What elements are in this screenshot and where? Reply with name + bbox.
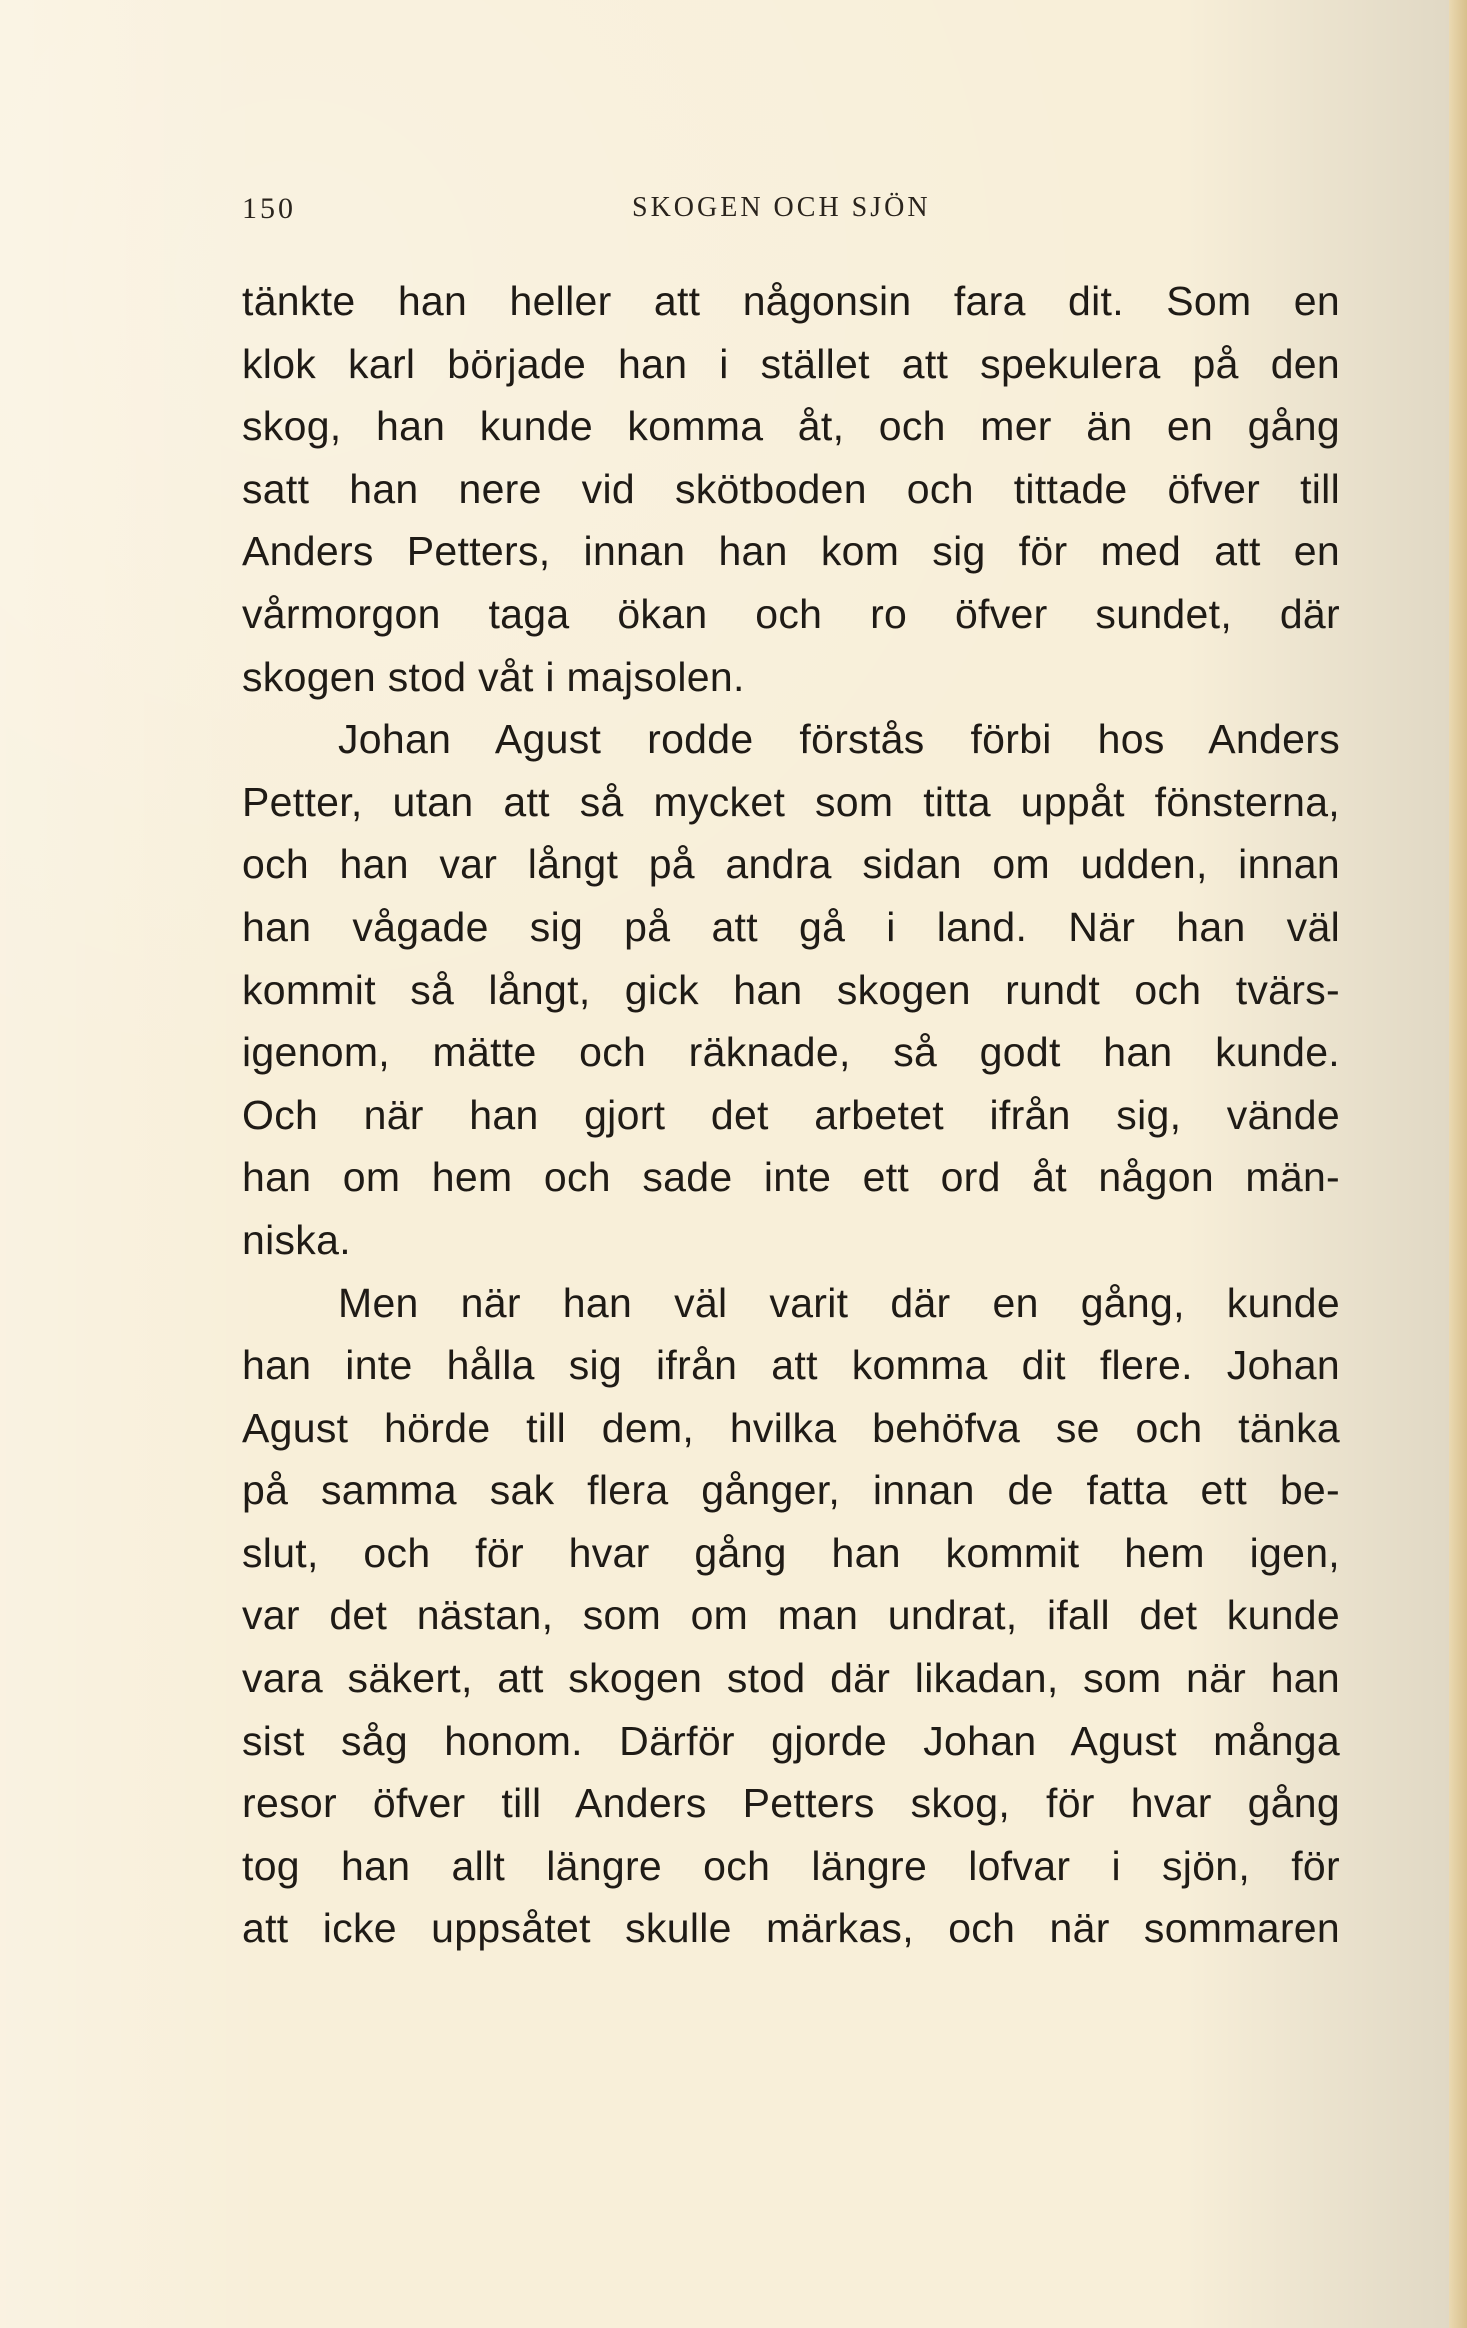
text-line: han inte hålla sig ifrån att komma dit flere. Johan bbox=[242, 1342, 1340, 1389]
text-line: niska. bbox=[242, 1216, 351, 1263]
text-line: sist såg honom. Därför gjorde Johan Agust många bbox=[242, 1717, 1340, 1764]
page-number: 150 bbox=[242, 192, 296, 225]
text-line: att icke uppsåtet skulle märkas, och när sommaren bbox=[242, 1905, 1340, 1952]
text-line: vårmorgon taga ökan och ro öfver sundet, där bbox=[242, 590, 1340, 637]
text-line: Johan Agust rodde förstås förbi hos Anders bbox=[338, 716, 1340, 763]
text-line: var det nästan, som om man undrat, ifall det kunde bbox=[242, 1592, 1340, 1639]
text-line: skog, han kunde komma åt, och mer än en gång bbox=[242, 403, 1340, 450]
text-line: han om hem och sade inte ett ord åt någon män- bbox=[242, 1154, 1340, 1201]
page-edge bbox=[1449, 0, 1467, 2328]
text-line: resor öfver till Anders Petters skog, för hvar gång bbox=[242, 1780, 1340, 1827]
page-header bbox=[242, 192, 1340, 234]
text-line: vara säkert, att skogen stod där likadan, som när han bbox=[242, 1655, 1340, 1702]
body-text bbox=[242, 270, 1340, 1960]
text-line: klok karl började han i stället att spekulera på den bbox=[242, 340, 1340, 387]
text-line: igenom, mätte och räknade, så godt han kunde. bbox=[242, 1029, 1340, 1076]
text-line: kommit så långt, gick han skogen rundt och tvärs- bbox=[242, 966, 1340, 1013]
text-line: han vågade sig på att gå i land. När han väl bbox=[242, 903, 1340, 950]
text-line: Anders Petters, innan han kom sig för med att en bbox=[242, 528, 1340, 575]
text-line: tog han allt längre och längre lofvar i sjön, för bbox=[242, 1842, 1340, 1889]
text-line: Och när han gjort det arbetet ifrån sig, vände bbox=[242, 1091, 1340, 1138]
text-line: slut, och för hvar gång han kommit hem igen, bbox=[242, 1529, 1340, 1576]
text-line: och han var långt på andra sidan om udden, innan bbox=[242, 841, 1340, 888]
running-title: SKOGEN OCH SJÖN bbox=[632, 192, 931, 223]
text-line: satt han nere vid skötboden och tittade öfver till bbox=[242, 465, 1340, 512]
text-line: på samma sak flera gånger, innan de fatta ett be- bbox=[242, 1467, 1340, 1514]
text-line: Petter, utan att så mycket som titta uppåt fönsterna, bbox=[242, 778, 1340, 825]
text-line: tänkte han heller att någonsin fara dit. Som en bbox=[242, 278, 1340, 324]
text-line: skogen stod våt i majsolen. bbox=[242, 653, 745, 700]
text-line: Men när han väl varit där en gång, kunde bbox=[338, 1279, 1340, 1326]
text-line: Agust hörde till dem, hvilka behöfva se och tänka bbox=[242, 1404, 1340, 1451]
